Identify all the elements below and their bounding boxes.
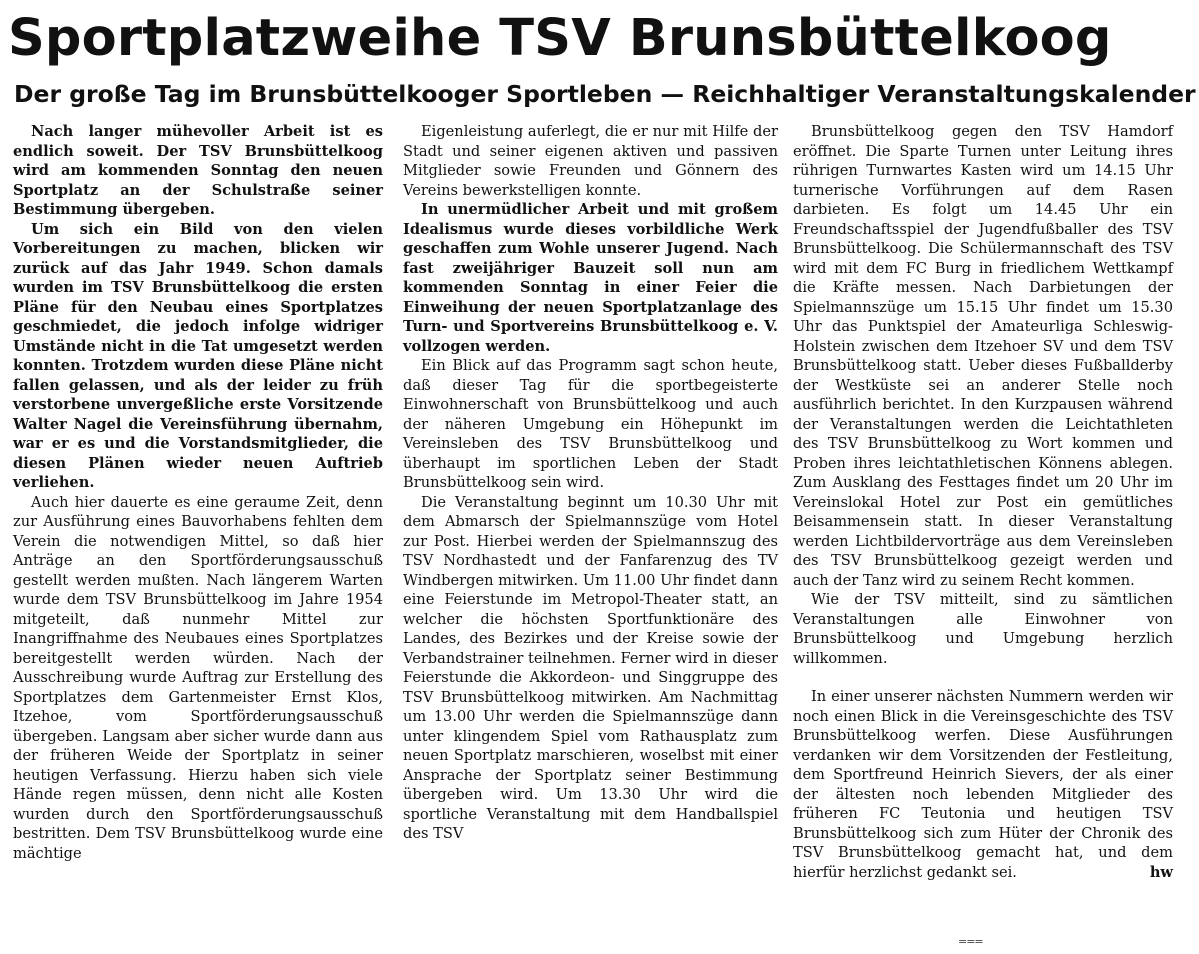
- paragraph: Eigenleistung auferlegt, die er nur mit Hilfe der Stadt und seiner eigenen aktiven und passiven Mitglieder sowie Freunden und Gönnern des Vereins bewerkstelligen konnte.: [403, 123, 778, 199]
- article-column-1: [13, 122, 383, 863]
- paragraph: Die Veranstaltung beginnt um 10.30 Uhr mit dem Abmarsch der Spielmannszüge vom Hotel zur Post. Hierbei werden der Spielmannszug des TSV Nordhastedt und der Fanfarenzug des TV Windbergen mitwirken. Um 11.00 Uhr findet dann eine Feierstunde im Metropol-Theater statt, an welcher die höchsten Sportfunktionäre des Landes, des Bezirkes und der Kreise sowie der Verbandstrainer teilnehmen. Ferner wird in dieser Feierstunde die Akkordeon- und Singgruppe des TSV Brunsbüttelkoog mitwirken. Am Nachmittag um 13.00 Uhr werden die Spielmannszüge dann unter klingendem Spiel vom Rathausplatz zum neuen Sportplatz marschieren, woselbst mit einer Ansprache der Sportplatz seiner Bestimmung übergeben wird. Um 13.30 Uhr wird die sportliche Veranstaltung mit dem Handballspiel des TSV: [403, 493, 778, 842]
- paragraph: Wie der TSV mitteilt, sind zu sämtlichen Veranstaltungen alle Einwohner von Brunsbüttelkoog und Umgebung herzlich willkommen.: [793, 591, 1173, 667]
- paragraph: Brunsbüttelkoog gegen den TSV Hamdorf eröffnet. Die Sparte Turnen unter Leitung ihres rührigen Turnwartes Kasten wird um 14.15 Uhr turnerische Vorführungen auf dem Rasen darbieten. Es folgt um 14.45 Uhr ein Freundschaftsspiel der Jugendfußballer des TSV Brunsbüttelkoog. Die Schülermannschaft des TSV wird mit dem FC Burg in friedlichem Wettkampf die Kräfte messen. Nach Darbietungen der Spielmannszüge um 15.15 Uhr findet um 15.30 Uhr das Punktspiel der Amateurliga Schleswig-Holstein zwischen dem Itzehoer SV und dem TSV Brunsbüttelkoog statt. Ueber dieses Fußballderby der Westküste sei an anderer Stelle noch ausführlich berichtet. In den Kurzpausen während der Veranstaltungen werden die Leichtathleten des TSV Brunsbüttelkoog zu Wort kommen und Proben ihres leichtathletischen Könnens ablegen. Zum Ausklang des Festtages findet um 20 Uhr im Vereinslokal Hotel zur Post ein gemütliches Beisammensein statt. In dieser Veranstaltung werden Lichtbildervorträge aus dem Vereinsleben des TSV Brunsbüttelkoog gezeigt werden und auch der Tanz wird zu seinem Recht kommen.: [793, 123, 1173, 589]
- paragraph-text: In einer unserer nächsten Nummern werden wir noch einen Blick in die Vereinsgeschichte des TSV Brunsbüttelkoog werfen. Diese Ausführungen verdanken wir dem Vorsitzenden der Festleitung, dem Sportfreund Heinrich Sievers, der als einer der ältesten noch lebenden Mitglieder des früheren FC Teutonia und heutigen TSV Brunsbüttelkoog sich zum Hüter der Chronik des TSV Brunsbüttelkoog gemacht hat, und dem hierfür herzlichst gedankt sei.: [793, 688, 1173, 881]
- footer-mark: ===: [958, 935, 983, 948]
- paragraph: In unermüdlicher Arbeit und mit großem Idealismus wurde dieses vorbildliche Werk geschaffen zum Wohle unserer Jugend. Nach fast zweijähriger Bauzeit soll nun am kommenden Sonntag in einer Feier die Einweihung der neuen Sportplatzanlage des Turn- und Sportvereins Brunsbüttelkoog e. V. vollzogen werden.: [403, 201, 778, 355]
- paragraph: Um sich ein Bild von den vielen Vorbereitungen zu machen, blicken wir zurück auf das Jahr 1949. Schon damals wurden im TSV Brunsbüttelkoog die ersten Pläne für den Neubau eines Sportplatzes geschmiedet, die jedoch infolge widriger Umstände nicht in die Tat umgesetzt werden konnten. Trotzdem wurden diese Pläne nicht fallen gelassen, und als der leider zu früh verstorbene unvergeßliche erste Vorsitzende Walter Nagel die Vereinsführung übernahm, war er es und die Vorstandsmitglieder, die diesen Plänen wieder neuen Auftrieb verliehen.: [13, 220, 383, 491]
- paragraph: Auch hier dauerte es eine geraume Zeit, denn zur Ausführung eines Bauvorhabens fehlten dem Verein die notwendigen Mittel, so daß hier Anträge an den Sportförderungsausschuß gestellt werden mußten. Nach längerem Warten wurde dem TSV Brunsbüttelkoog im Jahre 1954 mitgeteilt, daß nunmehr Mittel zur Inangriffnahme des Neubaues eines Sportplatzes bereitgestellt werden würden. Nach der Ausschreibung wurde Auftrag zur Erstellung des Sportplatzes dem Gartenmeister Ernst Klos, Itzehoe, vom Sportförderungsausschuß übergeben. Langsam aber sicher wurde dann aus der früheren Weide der Sportplatz in seiner heutigen Verfassung. Hierzu haben sich viele Hände regen müssen, denn nicht alle Kosten wurden durch den Sportförderungsausschuß bestritten. Dem TSV Brunsbüttelkoog wurde eine mächtige: [13, 493, 383, 862]
- paragraph: [793, 687, 1173, 882]
- subheadline: Der große Tag im Brunsbüttelkooger Sportleben — Reichhaltiger Veranstaltungskalender: [14, 80, 1196, 108]
- headline: Sportplatzweihe TSV Brunsbüttelkoog: [8, 9, 1112, 68]
- author-signature: hw: [1149, 863, 1173, 881]
- article-column-3: [793, 122, 1173, 882]
- article-column-2: [403, 122, 778, 844]
- paragraph: Ein Blick auf das Programm sagt schon heute, daß dieser Tag für die sportbegeisterte Einwohnerschaft von Brunsbüttelkoog und auch der näheren Umgebung ein Höhepunkt im Vereinsleben des TSV Brunsbüttelkoog und überhaupt im sportlichen Leben der Stadt Brunsbüttelkoog sein wird.: [403, 357, 778, 491]
- paragraph: Nach langer mühevoller Arbeit ist es endlich soweit. Der TSV Brunsbüttelkoog wird am kommenden Sonntag den neuen Sportplatz an der Schulstraße seiner Bestimmung übergeben.: [13, 123, 383, 218]
